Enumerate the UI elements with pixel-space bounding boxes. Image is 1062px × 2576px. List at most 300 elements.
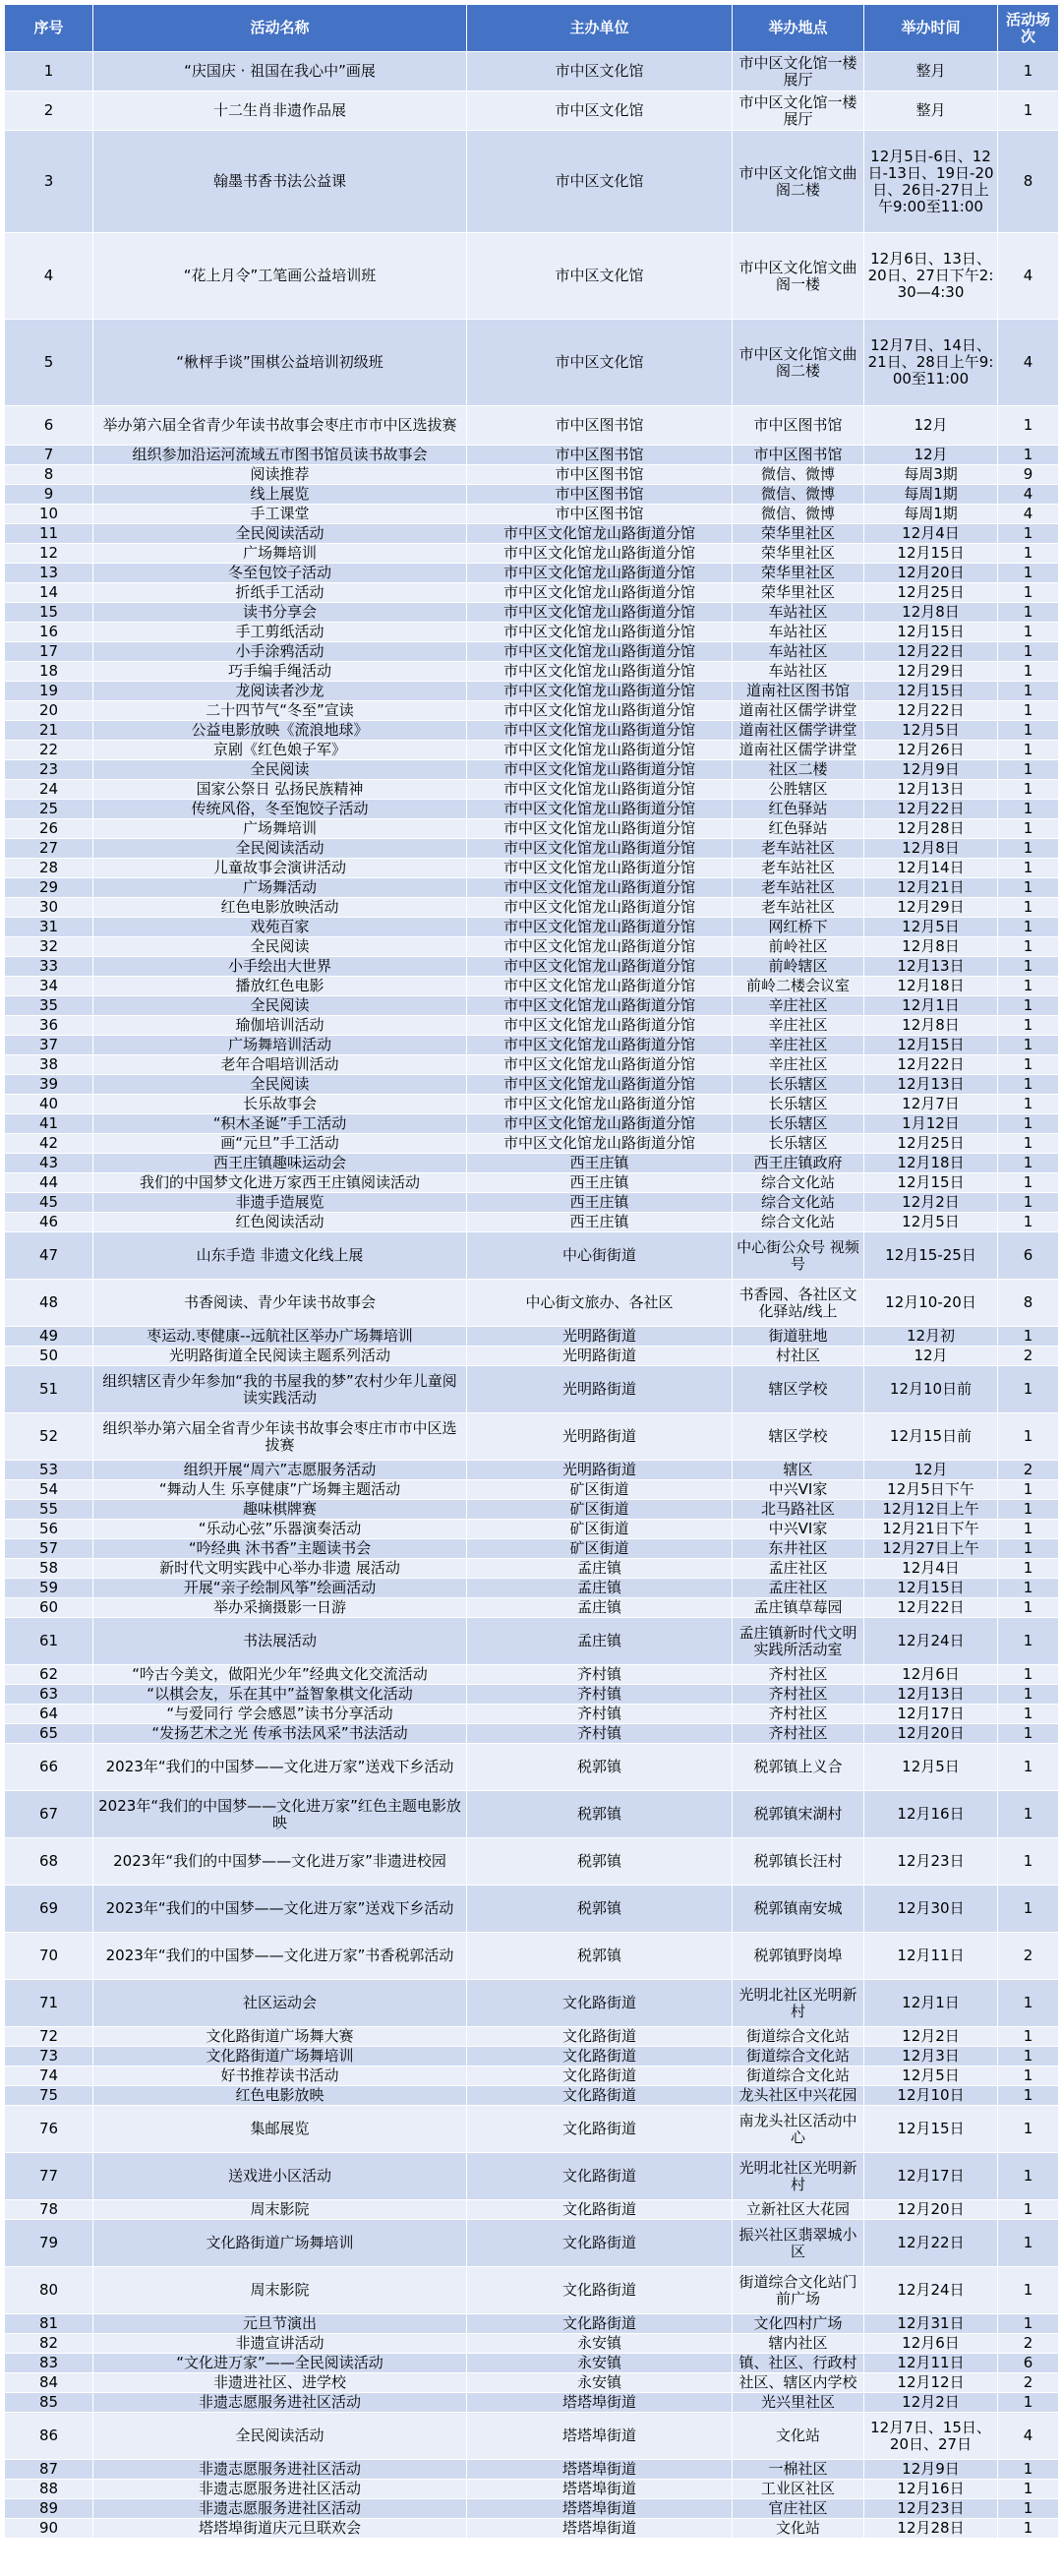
col-sessions-cell: 1 <box>998 1055 1059 1075</box>
col-activity-name-cell: “吟经典 沐书香”主题读书会 <box>93 1539 467 1559</box>
col-venue-cell: 老车站社区 <box>733 878 864 898</box>
table-row <box>5 1980 1059 2027</box>
col-index-cell: 81 <box>5 2314 93 2334</box>
col-venue-cell: 荣华里社区 <box>733 564 864 583</box>
col-time-cell: 12月5日下午 <box>864 1480 998 1500</box>
col-organizer-cell: 文化路街道 <box>467 2027 733 2047</box>
col-activity-name-cell: 全民阅读 <box>93 760 467 780</box>
col-time-cell: 12月9日 <box>864 760 998 780</box>
col-organizer-cell: 光明路街道 <box>467 1347 733 1366</box>
col-organizer-cell: 市中区文化馆龙山路街道分馆 <box>467 819 733 839</box>
col-sessions-cell: 1 <box>998 544 1059 564</box>
table-row <box>5 1618 1059 1665</box>
col-time-cell: 12月7日 <box>864 1095 998 1114</box>
col-activity-name-cell: 瑜伽培训活动 <box>93 1016 467 1036</box>
col-sessions-cell: 1 <box>998 1791 1059 1838</box>
col-activity-name-cell: 全民阅读活动 <box>93 2413 467 2460</box>
col-activity-name-cell: 趣味棋牌赛 <box>93 1500 467 1520</box>
col-index-cell: 53 <box>5 1461 93 1480</box>
table-row <box>5 2460 1059 2480</box>
col-sessions-cell: 4 <box>998 485 1059 505</box>
col-time-cell: 12月12日 <box>864 2373 998 2393</box>
col-sessions-cell: 4 <box>998 505 1059 524</box>
col-index-cell: 73 <box>5 2047 93 2067</box>
col-sessions-cell: 1 <box>998 701 1059 721</box>
col-time-cell: 12月18日 <box>864 977 998 996</box>
col-sessions-cell: 1 <box>998 878 1059 898</box>
col-sessions-cell: 1 <box>998 918 1059 937</box>
col-activity-name-cell: 非遗志愿服务进社区活动 <box>93 2460 467 2480</box>
col-index-cell: 9 <box>5 485 93 505</box>
col-index-cell: 59 <box>5 1579 93 1598</box>
table-row <box>5 2499 1059 2519</box>
col-index-cell: 42 <box>5 1134 93 1154</box>
col-organizer-cell: 市中区文化馆 <box>467 131 733 233</box>
col-index-cell: 22 <box>5 741 93 760</box>
col-time-cell: 12月15日 <box>864 544 998 564</box>
col-organizer-cell: 税郭镇 <box>467 1886 733 1933</box>
col-organizer-cell: 市中区文化馆龙山路街道分馆 <box>467 1036 733 1055</box>
col-venue-cell: 中兴VI家 <box>733 1520 864 1539</box>
col-sessions-cell: 1 <box>998 406 1059 446</box>
col-sessions-cell: 1 <box>998 1366 1059 1413</box>
col-sessions-cell: 1 <box>998 1618 1059 1665</box>
col-activity-name-cell: 非遗志愿服务进社区活动 <box>93 2393 467 2413</box>
col-activity-name-cell: 国家公祭日 弘扬民族精神 <box>93 780 467 800</box>
col-sessions-cell: 1 <box>998 1500 1059 1520</box>
col-venue-cell: 街道综合文化站门前广场 <box>733 2267 864 2314</box>
table-row <box>5 918 1059 937</box>
col-time-cell: 12月17日 <box>864 1705 998 1724</box>
col-organizer-cell: 文化路街道 <box>467 2153 733 2200</box>
col-index-cell: 80 <box>5 2267 93 2314</box>
col-venue-cell: 齐村社区 <box>733 1685 864 1705</box>
col-index-cell: 7 <box>5 446 93 465</box>
col-index-cell: 67 <box>5 1791 93 1838</box>
col-activity-name-cell: “与爱同行 学会感恩”读书分享活动 <box>93 1705 467 1724</box>
col-time-cell: 12月8日 <box>864 603 998 623</box>
col-venue-cell: 税郭镇宋湖村 <box>733 1791 864 1838</box>
col-venue-cell: 网红桥下 <box>733 918 864 937</box>
col-sessions-cell: 1 <box>998 682 1059 701</box>
table-row <box>5 957 1059 977</box>
table-row <box>5 1724 1059 1744</box>
col-sessions-cell: 1 <box>998 1016 1059 1036</box>
col-time-cell: 12月2日 <box>864 1193 998 1213</box>
col-activity-name-cell: 手工剪纸活动 <box>93 623 467 642</box>
col-venue-cell: 前岭二楼会议室 <box>733 977 864 996</box>
col-activity-name-cell: 元旦节演出 <box>93 2314 467 2334</box>
col-time-cell: 12月23日 <box>864 1838 998 1886</box>
table-row <box>5 1539 1059 1559</box>
col-activity-name-cell: 2023年“我们的中国梦——文化进万家”送戏下乡活动 <box>93 1744 467 1791</box>
col-organizer-cell: 塔塔埠街道 <box>467 2519 733 2539</box>
col-time-cell: 每周1期 <box>864 505 998 524</box>
col-organizer-cell: 市中区文化馆龙山路街道分馆 <box>467 564 733 583</box>
table-row <box>5 485 1059 505</box>
col-venue-cell: 齐村社区 <box>733 1705 864 1724</box>
table-row <box>5 2047 1059 2067</box>
col-sessions-cell: 1 <box>998 819 1059 839</box>
col-organizer-cell: 市中区文化馆龙山路街道分馆 <box>467 937 733 957</box>
col-venue-cell: 税郭镇南安城 <box>733 1886 864 1933</box>
col-organizer-cell: 光明路街道 <box>467 1461 733 1480</box>
col-index-cell: 89 <box>5 2499 93 2519</box>
table-row <box>5 505 1059 524</box>
col-time-cell: 12月24日 <box>864 2267 998 2314</box>
col-venue-cell: 官庄社区 <box>733 2499 864 2519</box>
col-index-cell: 27 <box>5 839 93 859</box>
col-time-cell: 12月29日 <box>864 898 998 918</box>
col-activity-name-cell: 冬至包饺子活动 <box>93 564 467 583</box>
table-row <box>5 1347 1059 1366</box>
col-organizer-cell: 市中区文化馆龙山路街道分馆 <box>467 642 733 662</box>
col-sessions-cell: 1 <box>998 1520 1059 1539</box>
col-sessions-cell: 1 <box>998 1598 1059 1618</box>
col-venue-cell: 综合文化站 <box>733 1193 864 1213</box>
col-time-cell: 12月4日 <box>864 1559 998 1579</box>
col-activity-name-cell: 非遗手造展览 <box>93 1193 467 1213</box>
col-sessions-cell: 1 <box>998 2106 1059 2153</box>
col-sessions-cell: 1 <box>998 1075 1059 1095</box>
col-sessions-cell: 8 <box>998 1280 1059 1327</box>
col-time-cell: 12月2日 <box>864 2393 998 2413</box>
col-venue-cell: 孟庄镇新时代文明实践所活动室 <box>733 1618 864 1665</box>
table-row <box>5 1213 1059 1232</box>
col-venue-cell: 公胜辖区 <box>733 780 864 800</box>
table-row <box>5 1598 1059 1618</box>
table-row <box>5 320 1059 406</box>
col-index-cell: 18 <box>5 662 93 682</box>
col-activity-name-cell: “花上月令”工笔画公益培训班 <box>93 233 467 320</box>
col-activity-name-cell: “舞动人生 乐享健康”广场舞主题活动 <box>93 1480 467 1500</box>
col-activity-name-cell: 塔塔埠街道庆元旦联欢会 <box>93 2519 467 2539</box>
col-sessions-cell: 4 <box>998 233 1059 320</box>
col-organizer-cell: 市中区文化馆 <box>467 320 733 406</box>
col-time-cell: 12月5日 <box>864 721 998 741</box>
col-sessions-cell: 1 <box>998 1154 1059 1173</box>
col-organizer-cell: 矿区街道 <box>467 1480 733 1500</box>
col-sessions-cell: 1 <box>998 1980 1059 2027</box>
col-venue-cell: 道南社区儒学讲堂 <box>733 701 864 721</box>
col-venue-cell: 辛庄社区 <box>733 1036 864 1055</box>
col-activity-name-cell: 文化路街道广场舞培训 <box>93 2220 467 2267</box>
col-organizer-cell: 孟庄镇 <box>467 1598 733 1618</box>
col-time-cell: 12月22日 <box>864 1055 998 1075</box>
col-venue-cell: 辛庄社区 <box>733 1016 864 1036</box>
col-venue-cell: 市中区文化馆文曲阁一楼 <box>733 233 864 320</box>
col-activity-name-cell: 组织参加沿运河流域五市图书馆员读书故事会 <box>93 446 467 465</box>
table-row <box>5 1838 1059 1886</box>
col-sessions-cell: 1 <box>998 1173 1059 1193</box>
col-time-cell: 每周1期 <box>864 485 998 505</box>
col-time-cell: 12月24日 <box>864 1618 998 1665</box>
col-sessions-cell: 1 <box>998 1665 1059 1685</box>
col-organizer-cell: 市中区图书馆 <box>467 465 733 485</box>
col-index-cell: 88 <box>5 2480 93 2499</box>
table-row <box>5 1134 1059 1154</box>
col-sessions-cell: 8 <box>998 131 1059 233</box>
col-organizer-cell: 市中区文化馆龙山路街道分馆 <box>467 721 733 741</box>
col-organizer-cell: 永安镇 <box>467 2334 733 2354</box>
col-venue-cell: 车站社区 <box>733 662 864 682</box>
table-row <box>5 2086 1059 2106</box>
table-row <box>5 1154 1059 1173</box>
col-time-cell: 1月12日 <box>864 1114 998 1134</box>
col-activity-name-cell: 广场舞活动 <box>93 878 467 898</box>
col-index-cell: 60 <box>5 1598 93 1618</box>
col-venue-cell: 工业区社区 <box>733 2480 864 2499</box>
col-organizer-cell: 矿区街道 <box>467 1539 733 1559</box>
col-index-cell: 86 <box>5 2413 93 2460</box>
table-row <box>5 1933 1059 1980</box>
col-sessions-cell: 1 <box>998 1886 1059 1933</box>
col-time-cell: 12月20日 <box>864 564 998 583</box>
col-time-cell: 12月4日 <box>864 524 998 544</box>
col-venue-cell: 孟庄镇草莓园 <box>733 1598 864 1618</box>
col-organizer-cell: 市中区文化馆龙山路街道分馆 <box>467 603 733 623</box>
col-index-cell: 65 <box>5 1724 93 1744</box>
col-index-cell: 24 <box>5 780 93 800</box>
col-index-cell: 90 <box>5 2519 93 2539</box>
col-time-cell: 12月6日、13日、20日、27日下午2:30—4:30 <box>864 233 998 320</box>
col-index-cell: 70 <box>5 1933 93 1980</box>
col-venue-cell: 税郭镇上义合 <box>733 1744 864 1791</box>
table-row <box>5 898 1059 918</box>
col-activity-name-cell: 好书推荐读书活动 <box>93 2067 467 2086</box>
col-activity-name-cell: 小手绘出大世界 <box>93 957 467 977</box>
col-venue-cell: 书香园、各社区文化驿站/线上 <box>733 1280 864 1327</box>
col-time-cell: 12月22日 <box>864 701 998 721</box>
col-index-cell: 15 <box>5 603 93 623</box>
col-index-cell: 33 <box>5 957 93 977</box>
col-time-cell: 12月25日 <box>864 583 998 603</box>
col-activity-name-cell: 举办采摘摄影一日游 <box>93 1598 467 1618</box>
col-time-cell: 12月3日 <box>864 2047 998 2067</box>
col-index-cell: 14 <box>5 583 93 603</box>
col-venue-cell: 中兴VI家 <box>733 1480 864 1500</box>
col-sessions-cell: 1 <box>998 91 1059 131</box>
col-venue-cell: 辛庄社区 <box>733 996 864 1016</box>
col-venue-cell: 镇、社区、行政村 <box>733 2354 864 2373</box>
col-index-cell: 56 <box>5 1520 93 1539</box>
col-index-cell: 29 <box>5 878 93 898</box>
col-activity-name-cell: 红色电影放映 <box>93 2086 467 2106</box>
col-time-cell: 12月 <box>864 446 998 465</box>
col-time-cell: 12月15日 <box>864 623 998 642</box>
col-time-cell: 12月22日 <box>864 2220 998 2267</box>
col-activity-name-cell: 文化路街道广场舞培训 <box>93 2047 467 2067</box>
table-body <box>5 52 1059 2539</box>
col-organizer-cell: 市中区文化馆龙山路街道分馆 <box>467 800 733 819</box>
col-time-cell: 12月29日 <box>864 662 998 682</box>
col-time-cell: 12月2日 <box>864 2027 998 2047</box>
table-row <box>5 977 1059 996</box>
table-row <box>5 465 1059 485</box>
col-activity-name-cell: 广场舞培训活动 <box>93 1036 467 1055</box>
col-organizer-cell: 市中区文化馆龙山路街道分馆 <box>467 918 733 937</box>
col-venue-cell: 综合文化站 <box>733 1173 864 1193</box>
table-row <box>5 1232 1059 1280</box>
table-row <box>5 859 1059 878</box>
col-activity-name-cell: 2023年“我们的中国梦——文化进万家”送戏下乡活动 <box>93 1886 467 1933</box>
col-sessions-cell: 1 <box>998 2499 1059 2519</box>
col-sessions-cell: 1 <box>998 583 1059 603</box>
table-row <box>5 564 1059 583</box>
col-index-cell: 20 <box>5 701 93 721</box>
col-sessions-cell: 4 <box>998 2413 1059 2460</box>
col-sessions-cell: 1 <box>998 977 1059 996</box>
col-index-cell: 2 <box>5 91 93 131</box>
col-activity-name-cell: “吟古今美文，做阳光少年”经典文化交流活动 <box>93 1665 467 1685</box>
col-organizer-cell: 文化路街道 <box>467 2086 733 2106</box>
col-time-cell: 12月10-20日 <box>864 1280 998 1327</box>
col-organizer-cell: 塔塔埠街道 <box>467 2480 733 2499</box>
col-time-cell: 12月8日 <box>864 1016 998 1036</box>
col-time-cell: 12月5日 <box>864 2067 998 2086</box>
col-organizer-cell: 文化路街道 <box>467 2220 733 2267</box>
col-index-cell: 77 <box>5 2153 93 2200</box>
table-row <box>5 1366 1059 1413</box>
col-organizer-cell: 市中区文化馆龙山路街道分馆 <box>467 760 733 780</box>
col-index-cell: 21 <box>5 721 93 741</box>
table-row <box>5 623 1059 642</box>
col-venue-cell: 市中区文化馆文曲阁二楼 <box>733 131 864 233</box>
col-activity-name-cell: “以棋会友，乐在其中”益智象棋文化活动 <box>93 1685 467 1705</box>
col-time-cell: 12月7日、14日、21日、28日上午9:00至11:00 <box>864 320 998 406</box>
col-sessions-cell: 6 <box>998 1232 1059 1280</box>
col-activity-name-cell: 集邮展览 <box>93 2106 467 2153</box>
col-venue-cell: 文化站 <box>733 2519 864 2539</box>
col-organizer-cell: 矿区街道 <box>467 1520 733 1539</box>
col-activity-name-cell: 红色阅读活动 <box>93 1213 467 1232</box>
col-index-cell: 36 <box>5 1016 93 1036</box>
col-organizer-cell: 市中区文化馆 <box>467 91 733 131</box>
col-venue-cell: 街道综合文化站 <box>733 2047 864 2067</box>
table-row <box>5 1500 1059 1520</box>
col-sessions-cell: 1 <box>998 741 1059 760</box>
col-activity-name-cell: 全民阅读 <box>93 1075 467 1095</box>
col-activity-name-cell: 书法展活动 <box>93 1618 467 1665</box>
col-time-cell: 整月 <box>864 52 998 91</box>
header-col-activity-name: 活动名称 <box>93 5 467 52</box>
col-index-cell: 17 <box>5 642 93 662</box>
col-index-cell: 84 <box>5 2373 93 2393</box>
col-activity-name-cell: 龙阅读者沙龙 <box>93 682 467 701</box>
col-index-cell: 74 <box>5 2067 93 2086</box>
header-col-sessions: 活动场次 <box>998 5 1059 52</box>
col-organizer-cell: 税郭镇 <box>467 1791 733 1838</box>
col-activity-name-cell: 组织举办第六届全省青少年读书故事会枣庄市市中区选拔赛 <box>93 1413 467 1461</box>
col-organizer-cell: 市中区图书馆 <box>467 406 733 446</box>
col-index-cell: 26 <box>5 819 93 839</box>
col-index-cell: 47 <box>5 1232 93 1280</box>
col-activity-name-cell: 小手涂鸦活动 <box>93 642 467 662</box>
col-venue-cell: 立新社区大花园 <box>733 2200 864 2220</box>
col-sessions-cell: 1 <box>998 1114 1059 1134</box>
col-activity-name-cell: 阅读推荐 <box>93 465 467 485</box>
col-organizer-cell: 市中区文化馆龙山路街道分馆 <box>467 780 733 800</box>
col-organizer-cell: 税郭镇 <box>467 1838 733 1886</box>
col-venue-cell: 孟庄社区 <box>733 1559 864 1579</box>
col-index-cell: 76 <box>5 2106 93 2153</box>
table-row <box>5 1075 1059 1095</box>
table-row <box>5 2354 1059 2373</box>
col-activity-name-cell: “庆国庆 · 祖国在我心中”画展 <box>93 52 467 91</box>
col-time-cell: 12月22日 <box>864 1598 998 1618</box>
col-venue-cell: 齐村社区 <box>733 1724 864 1744</box>
col-organizer-cell: 孟庄镇 <box>467 1559 733 1579</box>
table-row <box>5 1095 1059 1114</box>
col-organizer-cell: 市中区文化馆龙山路街道分馆 <box>467 1095 733 1114</box>
col-activity-name-cell: 十二生肖非遗作品展 <box>93 91 467 131</box>
table-row <box>5 2220 1059 2267</box>
col-organizer-cell: 西王庄镇 <box>467 1173 733 1193</box>
col-index-cell: 82 <box>5 2334 93 2354</box>
col-sessions-cell: 1 <box>998 859 1059 878</box>
col-activity-name-cell: 传统风俗，冬至饱饺子活动 <box>93 800 467 819</box>
col-organizer-cell: 市中区文化馆龙山路街道分馆 <box>467 996 733 1016</box>
col-organizer-cell: 市中区图书馆 <box>467 485 733 505</box>
table-row <box>5 701 1059 721</box>
col-time-cell: 12月15-25日 <box>864 1232 998 1280</box>
col-time-cell: 12月12日上午 <box>864 1500 998 1520</box>
col-venue-cell: 市中区图书馆 <box>733 446 864 465</box>
col-activity-name-cell: 全民阅读活动 <box>93 839 467 859</box>
col-sessions-cell: 1 <box>998 564 1059 583</box>
col-venue-cell: 荣华里社区 <box>733 583 864 603</box>
col-sessions-cell: 1 <box>998 1213 1059 1232</box>
table-row <box>5 682 1059 701</box>
col-organizer-cell: 市中区文化馆龙山路街道分馆 <box>467 1114 733 1134</box>
col-time-cell: 12月7日、15日、20日、27日 <box>864 2413 998 2460</box>
table-row <box>5 2480 1059 2499</box>
col-activity-name-cell: 广场舞培训 <box>93 544 467 564</box>
col-sessions-cell: 1 <box>998 1095 1059 1114</box>
table-row <box>5 2267 1059 2314</box>
col-sessions-cell: 1 <box>998 1705 1059 1724</box>
table-row <box>5 1579 1059 1598</box>
table-row <box>5 1886 1059 1933</box>
col-time-cell: 12月31日 <box>864 2314 998 2334</box>
col-venue-cell: 辖区学校 <box>733 1366 864 1413</box>
col-sessions-cell: 2 <box>998 2334 1059 2354</box>
col-activity-name-cell: “乐动心弦”乐器演奏活动 <box>93 1520 467 1539</box>
col-index-cell: 49 <box>5 1327 93 1347</box>
col-sessions-cell: 1 <box>998 623 1059 642</box>
col-index-cell: 85 <box>5 2393 93 2413</box>
col-organizer-cell: 齐村镇 <box>467 1665 733 1685</box>
col-sessions-cell: 1 <box>998 2267 1059 2314</box>
col-time-cell: 12月25日 <box>864 1134 998 1154</box>
col-time-cell: 12月6日 <box>864 1665 998 1685</box>
col-sessions-cell: 1 <box>998 642 1059 662</box>
col-activity-name-cell: 组织辖区青少年参加“我的书屋我的梦”农村少年儿童阅读实践活动 <box>93 1366 467 1413</box>
col-activity-name-cell: 非遗宣讲活动 <box>93 2334 467 2354</box>
col-sessions-cell: 1 <box>998 446 1059 465</box>
table-row <box>5 2519 1059 2539</box>
col-venue-cell: 北马路社区 <box>733 1500 864 1520</box>
col-sessions-cell: 1 <box>998 52 1059 91</box>
col-sessions-cell: 1 <box>998 1744 1059 1791</box>
col-venue-cell: 长乐辖区 <box>733 1095 864 1114</box>
col-time-cell: 12月21日下午 <box>864 1520 998 1539</box>
col-activity-name-cell: 广场舞培训 <box>93 819 467 839</box>
col-venue-cell: 文化四村广场 <box>733 2314 864 2334</box>
col-venue-cell: 税郭镇长汪村 <box>733 1838 864 1886</box>
col-index-cell: 35 <box>5 996 93 1016</box>
col-venue-cell: 龙头社区中兴花园 <box>733 2086 864 2106</box>
